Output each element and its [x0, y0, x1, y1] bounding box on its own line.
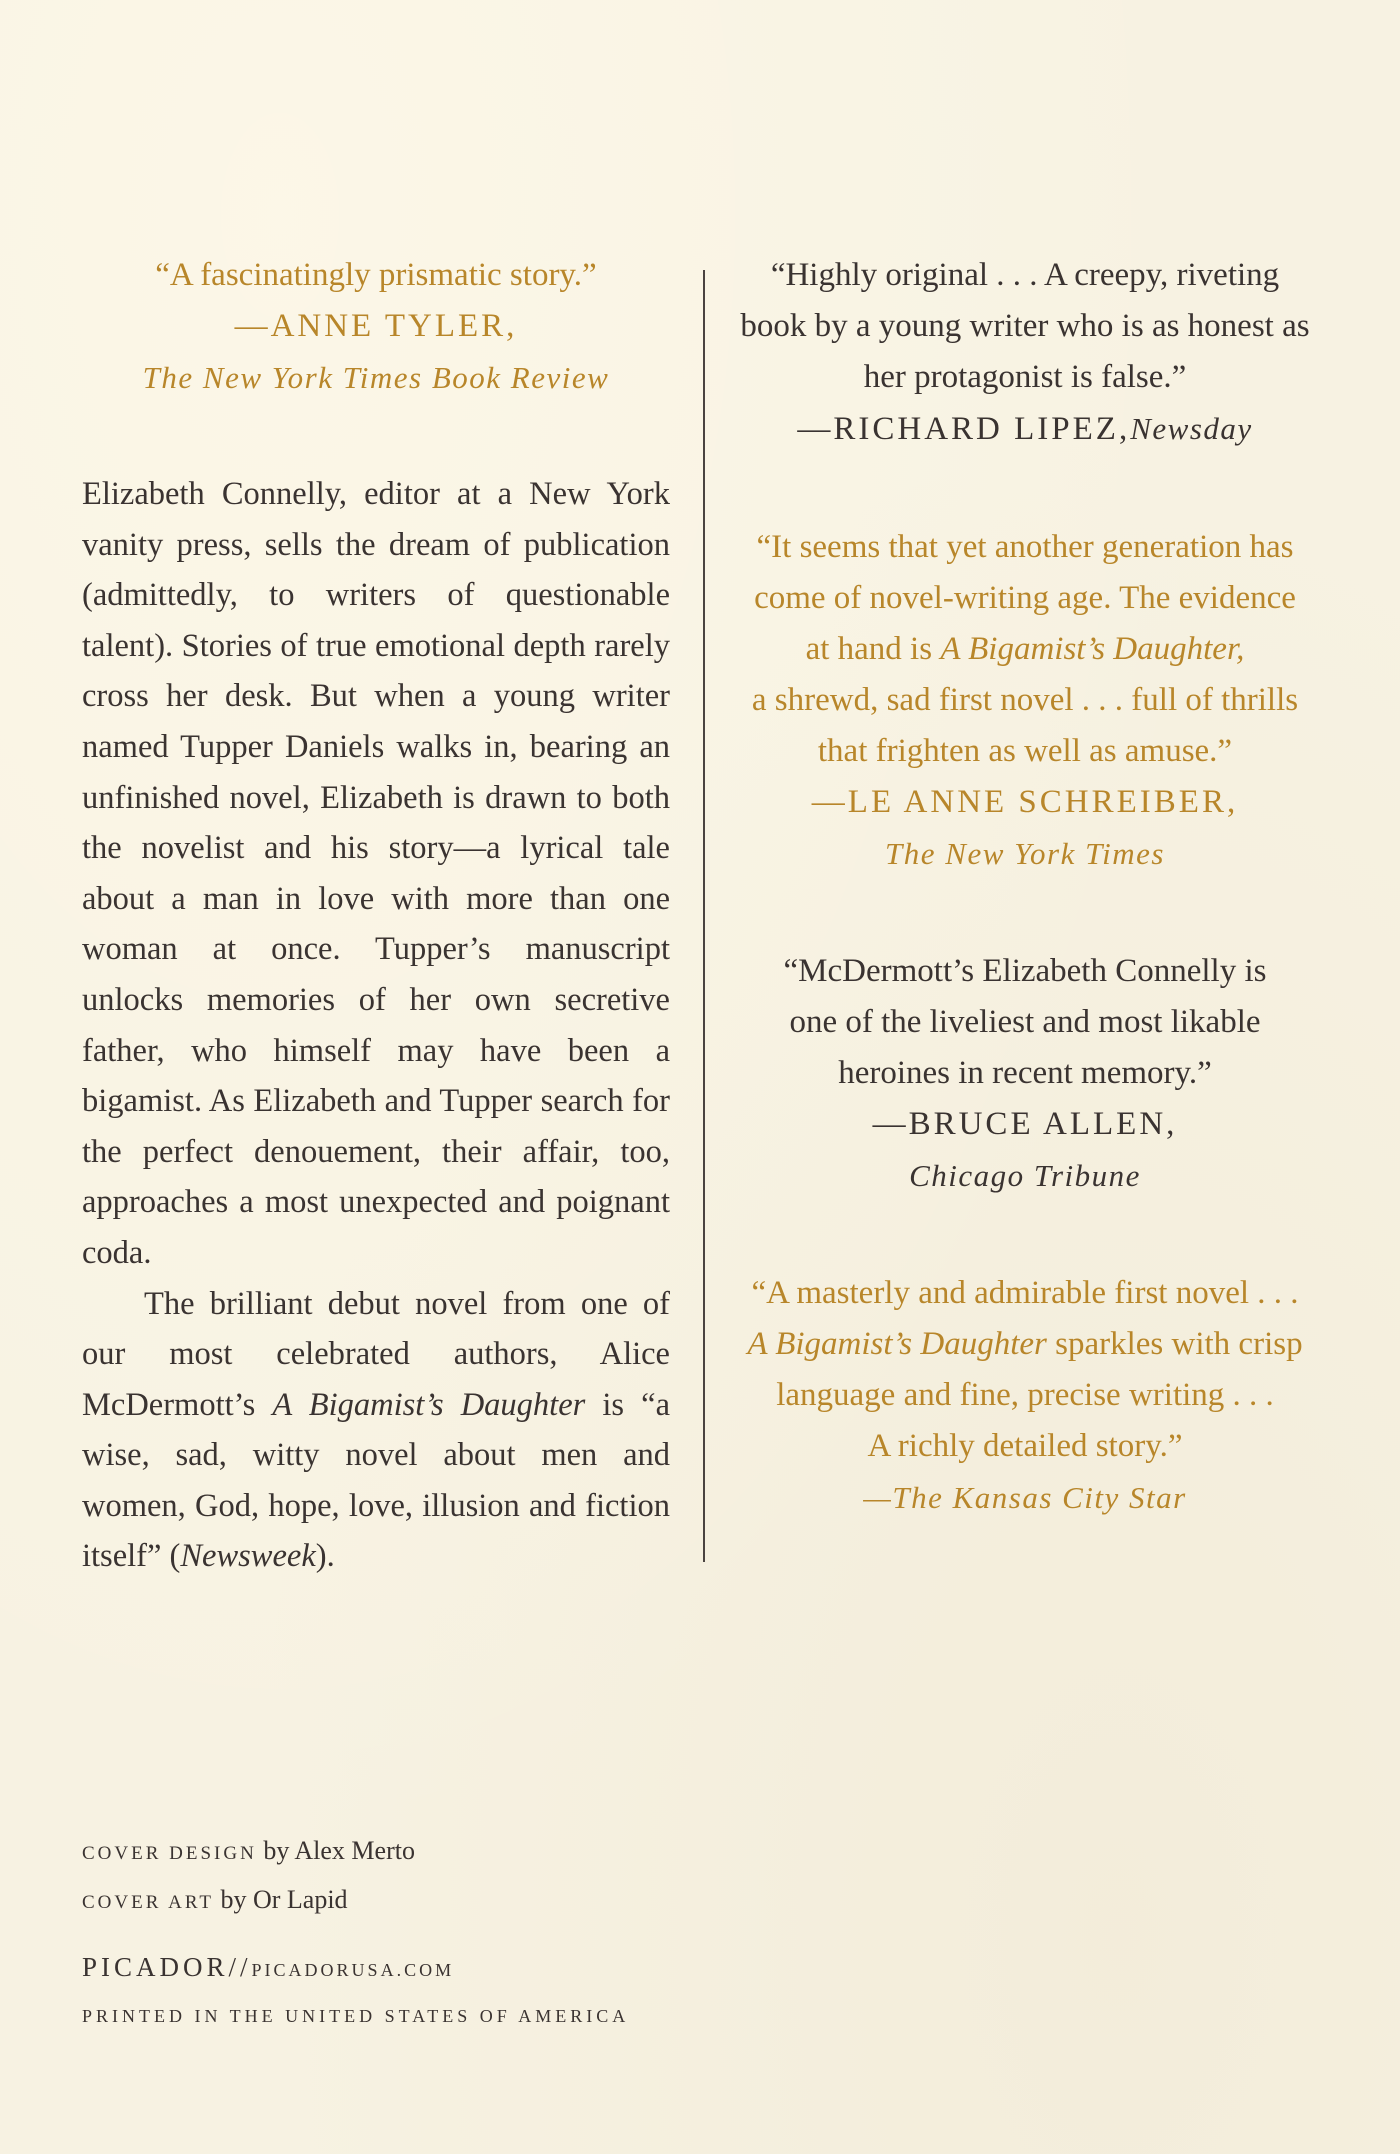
- blurb-source: The New York Times Book Review: [142, 360, 610, 395]
- blurb-text: sparkles with crisp: [1046, 1326, 1303, 1362]
- book-title: A Bigamist’s Daughter,: [940, 631, 1245, 667]
- blurb-attribution: —RICHARD LIPEZ,: [797, 411, 1131, 447]
- blurb-line: “McDermott’s Elizabeth Connelly is: [783, 953, 1267, 989]
- blurb-line: one of the liveliest and most likable: [789, 1004, 1261, 1040]
- kansas-city-star-blurb: [730, 1268, 1320, 1523]
- blurb-text: “A fascinatingly prismatic story.”: [155, 257, 597, 293]
- book-description: [82, 469, 670, 1582]
- anne-tyler-blurb: [82, 250, 670, 403]
- blurb-line: a shrewd, sad first novel . . . full of thrills: [751, 682, 1299, 718]
- blurb-line: “It seems that yet another generation has: [756, 529, 1294, 565]
- blurb-source: Chicago Tribune: [909, 1158, 1141, 1193]
- left-column: [82, 250, 670, 1582]
- cover-art-credit: [82, 1877, 415, 1926]
- description-paragraph-2: [82, 1279, 670, 1583]
- credit-label: COVER DESIGN: [82, 1843, 257, 1864]
- cover-design-credit: [82, 1828, 415, 1877]
- blurb-line: her protagonist is false.”: [863, 359, 1187, 395]
- newsweek-source: Newsweek: [180, 1538, 316, 1575]
- blurb-source: Newsday: [1130, 411, 1253, 446]
- blurb-line: that frighten as well as amuse.”: [817, 733, 1233, 769]
- blurb-line: “A masterly and admirable first novel . . .: [751, 1275, 1299, 1311]
- allen-blurb: [730, 946, 1320, 1201]
- right-column: [730, 250, 1320, 1590]
- publisher-url: PICADORUSA.COM: [251, 1960, 455, 1980]
- book-title: A Bigamist’s Daughter: [272, 1386, 586, 1423]
- blurb-line: come of novel-writing age. The evidence: [754, 580, 1296, 616]
- description-text: ).: [315, 1538, 335, 1575]
- blurb-line: [730, 1319, 1320, 1370]
- blurb-attribution: —: [863, 1480, 893, 1515]
- blurb-attribution: —LE ANNE SCHREIBER,: [811, 784, 1239, 820]
- blurb-line: book by a young writer who is as honest as: [740, 308, 1310, 344]
- credit-name: by Or Lapid: [213, 1885, 348, 1914]
- description-paragraph-1: Elizabeth Connelly, editor at a New York vanity press, sells the dream of publication (admittedly, to writers of questionable talent). Stories of true emotional depth rarely cross her desk. But when a young writer named Tupper Daniels walks in, bearing an unfinished novel, Elizabeth is drawn to both the novelist and his story—a lyrical tale about a man in love with more than one woman at once. Tupper’s manuscript unlocks memories of her own secretive father, who himself may have been a bigamist. As Elizabeth and Tupper search for the perfect denouement, their affair, too, approaches a most unexpected and poignant coda.: [82, 476, 670, 1271]
- cover-credits: [82, 1828, 415, 1926]
- blurb-attribution: —ANNE TYLER,: [234, 308, 518, 344]
- blurb-attribution-line: [730, 1472, 1320, 1523]
- schreiber-blurb: [730, 522, 1320, 879]
- blurb-line: language and fine, precise writing . . .: [776, 1377, 1274, 1413]
- blurb-source: The New York Times: [885, 836, 1165, 871]
- publisher-name: PICADOR: [82, 1952, 229, 1982]
- blurb-line: [730, 624, 1320, 675]
- blurb-line: “Highly original . . . A creepy, riveting: [770, 257, 1280, 293]
- book-title: A Bigamist’s Daughter: [747, 1326, 1047, 1362]
- blurb-text: at hand is: [805, 631, 941, 667]
- blurb-attribution: —BRUCE ALLEN,: [872, 1106, 1178, 1142]
- blurb-attribution-line: [730, 403, 1320, 455]
- lipez-blurb: [730, 250, 1320, 455]
- description-text: is “a wise, sad, witty novel about men and women, God, hope, love, illusion and fiction itself” (: [82, 1386, 670, 1575]
- blurb-source: The Kansas City Star: [892, 1480, 1187, 1515]
- printed-in-notice: PRINTED IN THE UNITED STATES OF AMERICA: [82, 2006, 630, 2026]
- column-divider: [703, 270, 705, 1562]
- credit-label: COVER ART: [82, 1892, 214, 1913]
- publisher-separator: //: [228, 1952, 252, 1982]
- blurb-line: heroines in recent memory.”: [838, 1055, 1212, 1091]
- blurb-line: A richly detailed story.”: [867, 1428, 1183, 1464]
- description-text: The brilliant debut novel from one of our most celebrated authors, Alice McDermott’s: [82, 1285, 670, 1423]
- publisher-line: [82, 1952, 454, 1983]
- credit-name: by Alex Merto: [256, 1836, 415, 1865]
